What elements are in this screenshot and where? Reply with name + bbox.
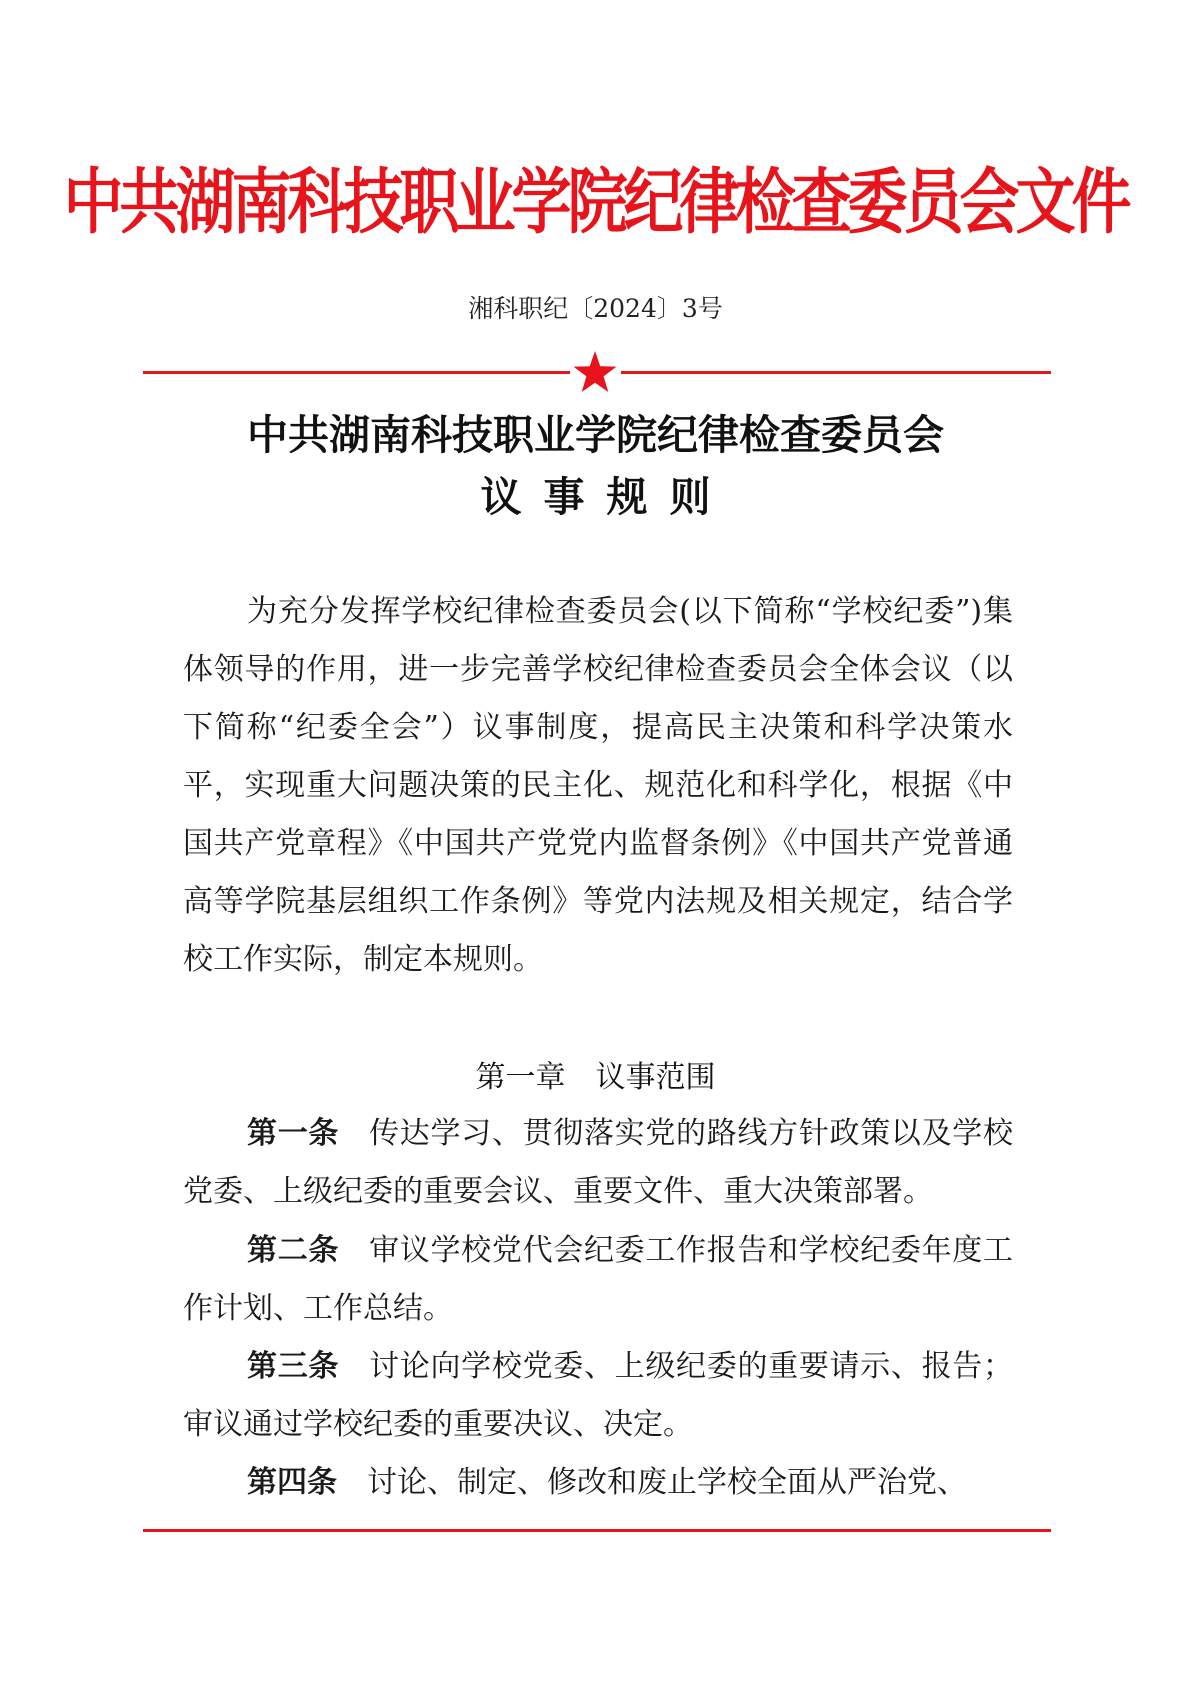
article-label: 第一条: [247, 1116, 340, 1151]
article-label: 第四条: [247, 1465, 337, 1500]
article-3: [183, 1338, 1013, 1454]
document-number: 湘科职纪〔2024〕3号: [468, 294, 723, 323]
article-4: [183, 1454, 1013, 1512]
chapter-name: 议事范围: [595, 1060, 716, 1095]
chapter-heading: [0, 1049, 1191, 1107]
article-text: 传达学习、贯彻落实党的路线方针政策以及学校党委、上级纪委的重要会议、重要文件、重大决策部署。: [183, 1116, 1014, 1209]
intro-paragraph: 为充分发挥学校纪律检查委员会(以下简称“学校纪委”)集体领导的作用，进一步完善学校纪律检查委员会全体会议（以下简称“纪委全会”）议事制度，提高民主决策和科学决策水平，实现重大问题决策的民主化、规范化和科学化，根据《中国共产党章程》《中国共产党党内监督条例》《中国共产党普通高等学院基层组织工作条例》等党内法规及相关规定，结合学校工作实际，制定本规则。: [183, 594, 1013, 977]
article-text: 讨论、制定、修改和废止学校全面从严治党、: [367, 1465, 967, 1500]
article-label: 第二条: [247, 1233, 340, 1268]
article-text: 讨论向学校党委、上级纪委的重要请示、报告；审议通过学校纪委的重要决议、决定。: [183, 1349, 1014, 1442]
article-1: [183, 1105, 1013, 1221]
document-title: 中共湖南科技职业学院纪律检查委员会: [247, 411, 944, 459]
red-star-icon: [572, 350, 618, 394]
article-label: 第三条: [247, 1349, 340, 1384]
footer-divider: [143, 1529, 1051, 1532]
header-divider-right: [621, 371, 1051, 374]
article-text: 审议学校党代会纪委工作报告和学校纪委年度工作计划、工作总结。: [183, 1233, 1014, 1326]
document-subtitle: 议事规则: [480, 473, 733, 521]
issuer-header-title: 中共湖南科技职业学院纪律检查委员会文件: [63, 161, 1128, 245]
chapter-number: 第一章: [475, 1060, 566, 1095]
article-2: [183, 1222, 1013, 1338]
header-divider-left: [143, 371, 570, 374]
